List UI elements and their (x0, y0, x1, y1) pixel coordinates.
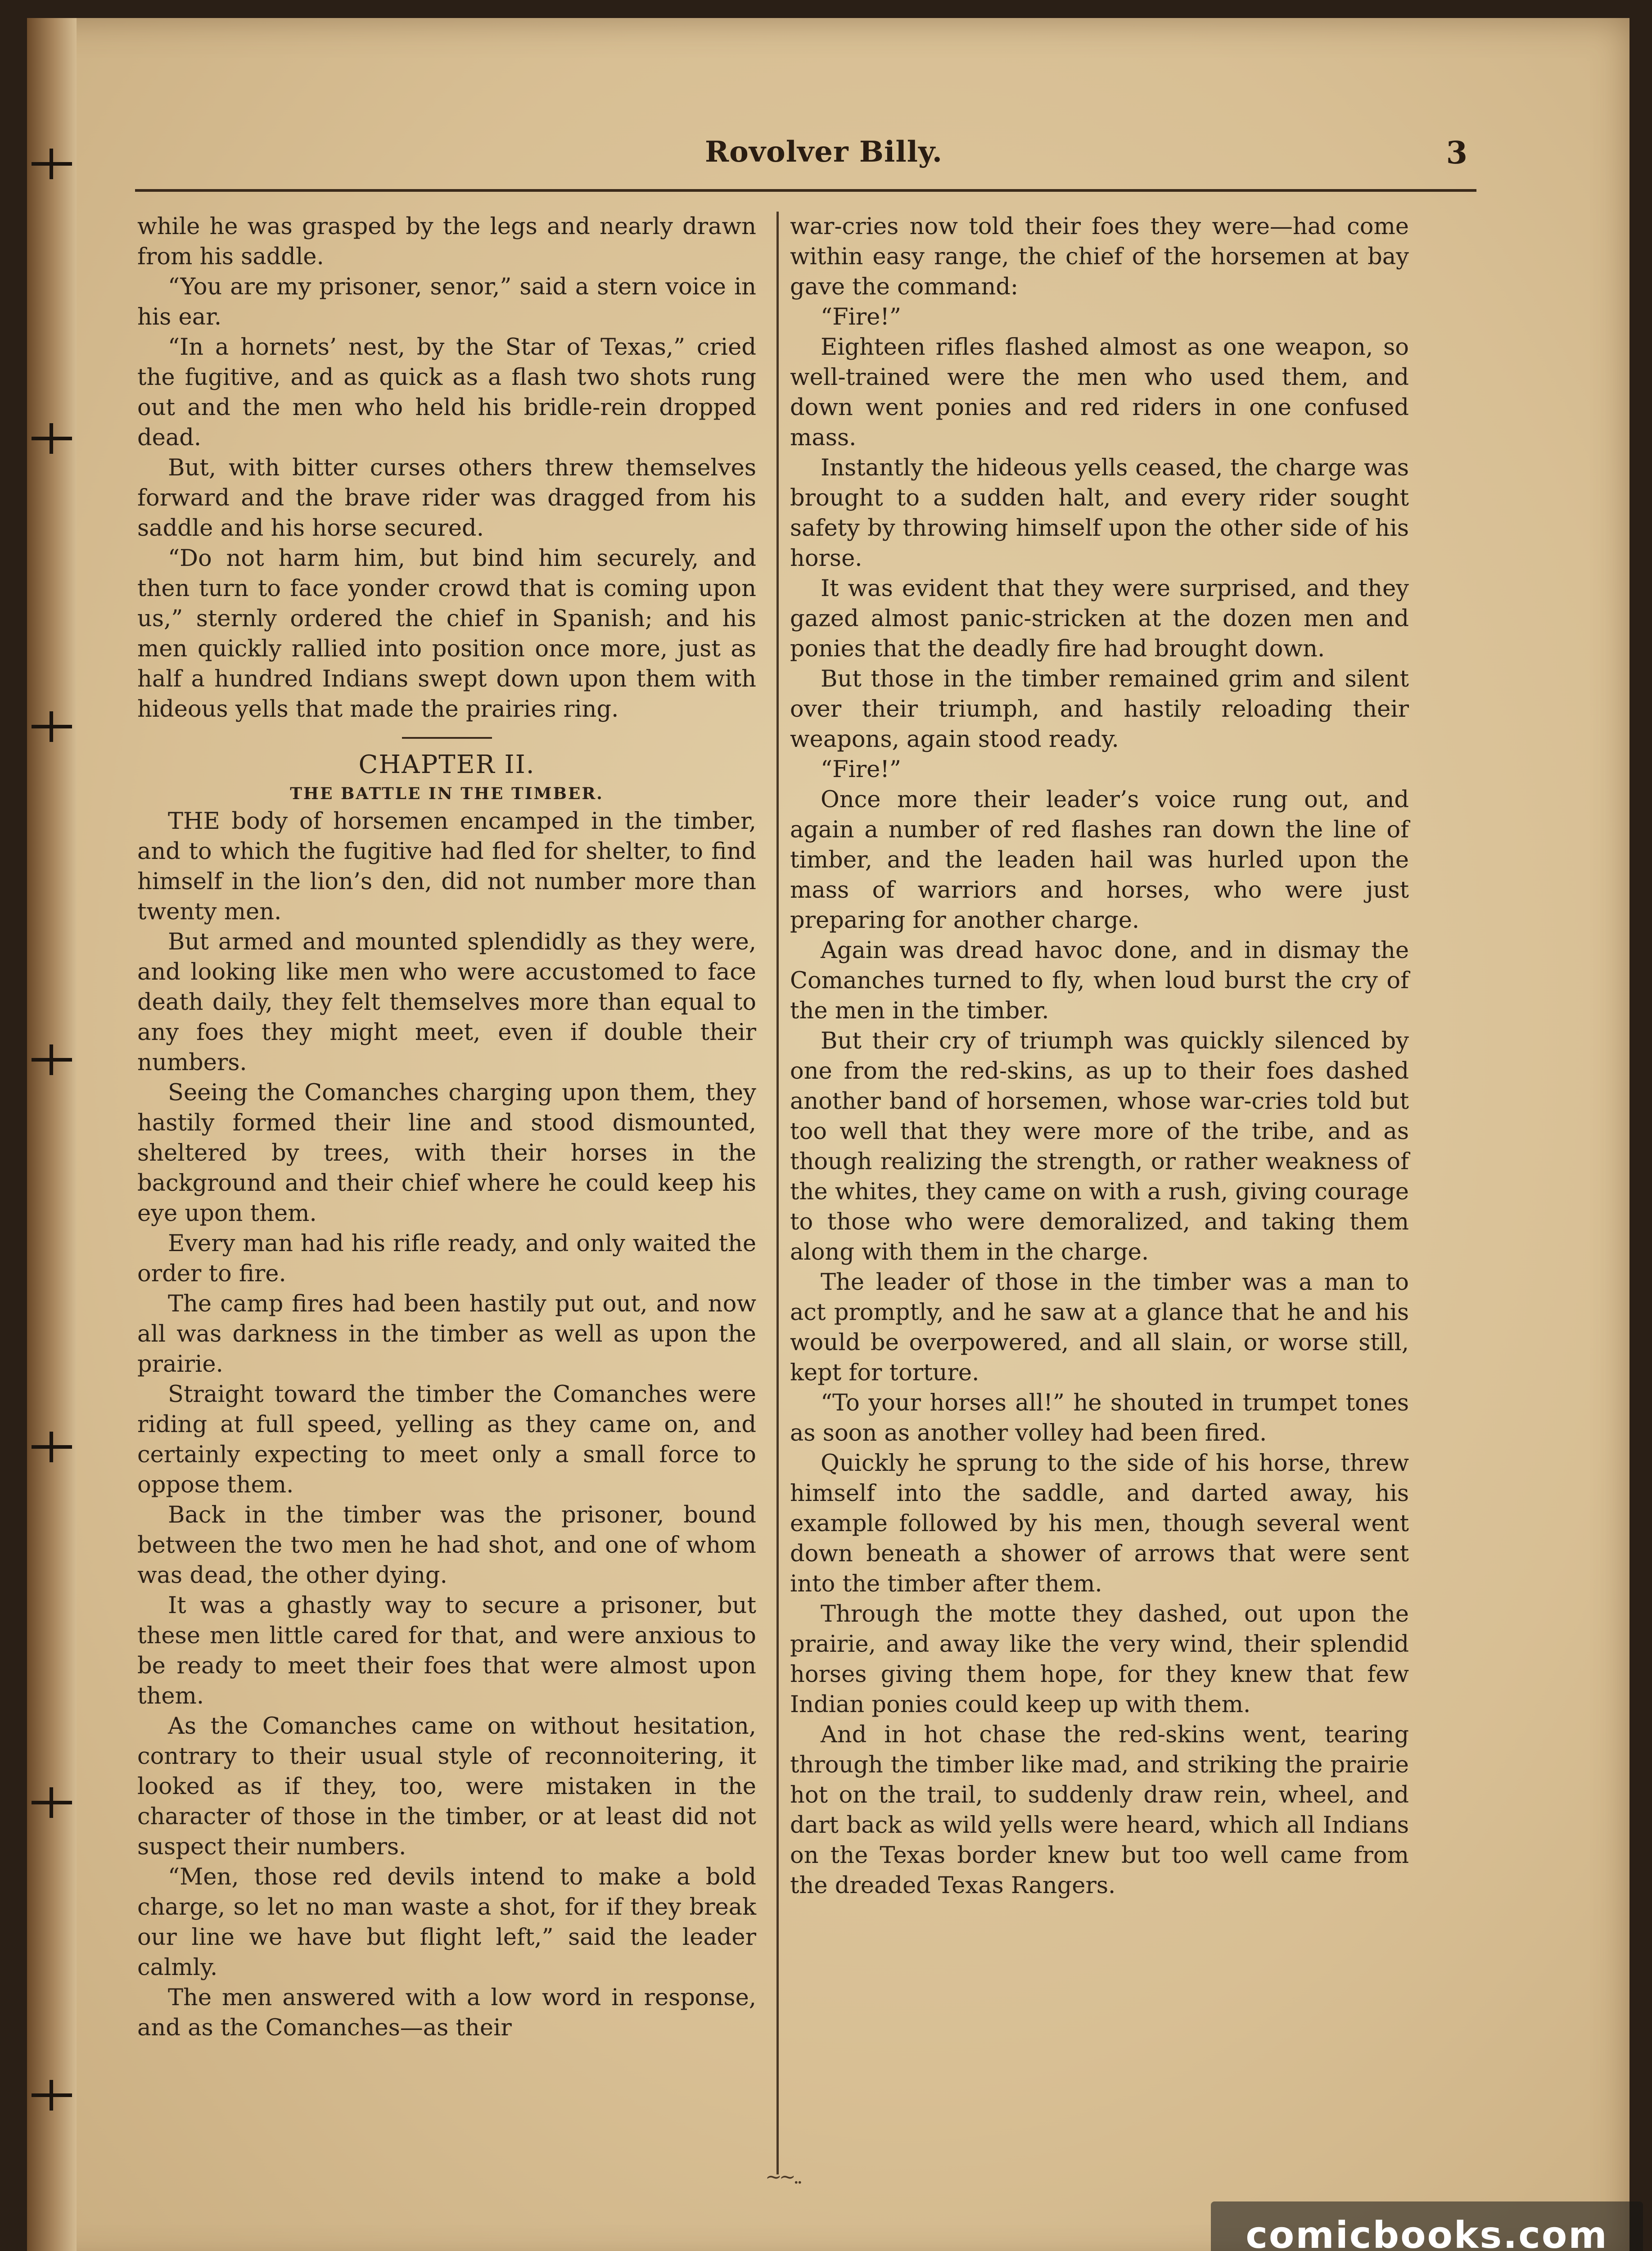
paragraph: Seeing the Comanches charging upon them, they hastily formed their line and stood dismounted, sheltered by trees, with their horses in the background and their chief where he could keep his eye upon them. (137, 1080, 756, 1227)
paragraph: But armed and mounted splendidly as they were, and looking like men who were accustomed to face death daily, they felt themselves more than equal to any foes they might meet, even if double their numbers. (137, 929, 756, 1076)
column-divider (776, 212, 779, 2174)
paragraph: But, with bitter curses others threw themselves forward and the brave rider was dragged from his saddle and his horse secured. (137, 455, 756, 542)
page-number: 3 (1446, 135, 1467, 171)
paragraph: But those in the timber remained grim and silent over their triumph, and hastily reloading their weapons, again stood ready. (790, 666, 1409, 753)
site-watermark: comicbooks.com (1211, 2201, 1643, 2251)
printer-mark: ~~.. (765, 2165, 800, 2188)
paragraph: Back in the timber was the prisoner, bound between the two men he had shot, and one of whom was dead, the other dying. (137, 1502, 756, 1589)
paragraph: Again was dread havoc done, and in dismay the Comanches turned to fly, when loud burst the cry of the men in the timber. (790, 937, 1409, 1024)
chapter-subtitle: THE BATTLE IN THE TIMBER. (290, 784, 604, 803)
paragraph: “In a hornets’ nest, by the Star of Texas,” cried the fugitive, and as quick as a flash two shots rung out and the men who held his bridle-rein dropped dead. (137, 334, 756, 451)
binding-stitch (32, 1445, 72, 1449)
running-title: Rovolver Billy. (704, 135, 943, 169)
binding-stitch (32, 1058, 72, 1062)
chapter-title: CHAPTER II. (358, 750, 535, 779)
page-header (135, 135, 1485, 189)
paragraph: As the Comanches came on without hesitation, contrary to their usual style of reconnoitering, it looked as if they, too, were mistaken in the character of those in the timber, or at least did not suspect their numbers. (137, 1713, 756, 1860)
binding-stitch (32, 162, 72, 166)
paragraph: Straight toward the timber the Comanches were riding at full speed, yelling as they came on, and certainly expecting to meet only a small force to oppose them. (137, 1381, 756, 1498)
paragraph: “You are my prisoner, senor,” said a stern voice in his ear. (137, 274, 756, 330)
paragraph: But their cry of triumph was quickly silenced by one from the red-skins, as up to their foes dashed another band of horsemen, whose war-cries told but too well that they were more of the tribe, and as though realizing the strength, or rather weakness of the whites, they came on with a rush, giving courage to those who were demoralized, and taking them along with them in the charge. (790, 1028, 1409, 1266)
paragraph: The men answered with a low word in response, and as the Comanches—as their (137, 1984, 756, 2041)
paragraph: “Men, those red devils intend to make a bold charge, so let no man waste a shot, for if they break our line we have but flight left,” said the leader calmly. (137, 1864, 756, 1981)
paragraph: Through the motte they dashed, out upon the prairie, and away like the very wind, their splendid horses giving them hope, for they knew that few Indian ponies could keep up with them. (790, 1601, 1409, 1718)
right-column (790, 212, 1409, 1901)
binding-stitch (32, 2093, 72, 2097)
paragraph: Once more their leader’s voice rung out, and again a number of red flashes ran down the line of timber, and the leaden hail was hurled upon the mass of warriors and horses, who were just preparing for another charge. (790, 786, 1409, 934)
paragraph: Instantly the hideous yells ceased, the charge was brought to a sudden halt, and every rider sought safety by throwing himself upon the other side of his horse. (790, 455, 1409, 572)
header-rule (135, 189, 1476, 192)
paragraph: war-cries now told their foes they were—had come within easy range, the chief of the horsemen at bay gave the command: (790, 213, 1409, 300)
paragraph: “Fire!” (821, 304, 901, 330)
left-column (137, 212, 756, 2043)
paragraph: while he was grasped by the legs and nearly drawn from his saddle. (137, 213, 756, 270)
paragraph: Quickly he sprung to the side of his horse, threw himself into the saddle, and darted away, his example followed by his men, though several went down beneath a shower of arrows that were sent into the timber after them. (790, 1450, 1409, 1597)
paragraph: It was evident that they were surprised, and they gazed almost panic-stricken at the dozen men and ponies that the deadly fire had brought down. (790, 575, 1409, 662)
paragraph: The camp fires had been hastily put out, and now all was darkness in the timber as well as upon the prairie. (137, 1291, 756, 1378)
chapter-divider (402, 737, 492, 739)
page-spine (27, 18, 77, 2251)
paragraph: Every man had his rifle ready, and only waited the order to fire. (137, 1230, 756, 1287)
paragraph: And in hot chase the red-skins went, tearing through the timber like mad, and striking the prairie hot on the trail, to suddenly draw rein, wheel, and dart back as wild yells were heard, which all Indians on the Texas border knew but too well came from the dreaded Texas Rangers. (790, 1722, 1409, 1899)
paragraph: “To your horses all!” he shouted in trumpet tones as soon as another volley had been fired. (790, 1390, 1409, 1446)
paragraph: It was a ghastly way to secure a prisoner, but these men little cared for that, and were anxious to be ready to meet their foes that were almost upon them. (137, 1592, 756, 1709)
paragraph: Eighteen rifles flashed almost as one weapon, so well-trained were the men who used them, and down went ponies and red riders in one confused mass. (790, 334, 1409, 451)
paragraph: “Do not harm him, but bind him securely, and then turn to face yonder crowd that is coming upon us,” sternly ordered the chief in Spanish; and his men quickly rallied into position once more, just as half a hundred Indians swept down upon them with hideous yells that made the prairies ring. (137, 545, 756, 723)
binding-stitch (32, 725, 72, 728)
paragraph: The leader of those in the timber was a man to act promptly, and he saw at a glance that he and his would be overpowered, and all slain, or worse still, kept for torture. (790, 1269, 1409, 1386)
binding-stitch (32, 437, 72, 440)
paragraph: “Fire!” (821, 756, 901, 783)
paragraph: THE body of horsemen encamped in the timber, and to which the fugitive had fled for shelter, to find himself in the lion’s den, did not number more than twenty men. (137, 808, 756, 925)
binding-stitch (32, 1801, 72, 1804)
